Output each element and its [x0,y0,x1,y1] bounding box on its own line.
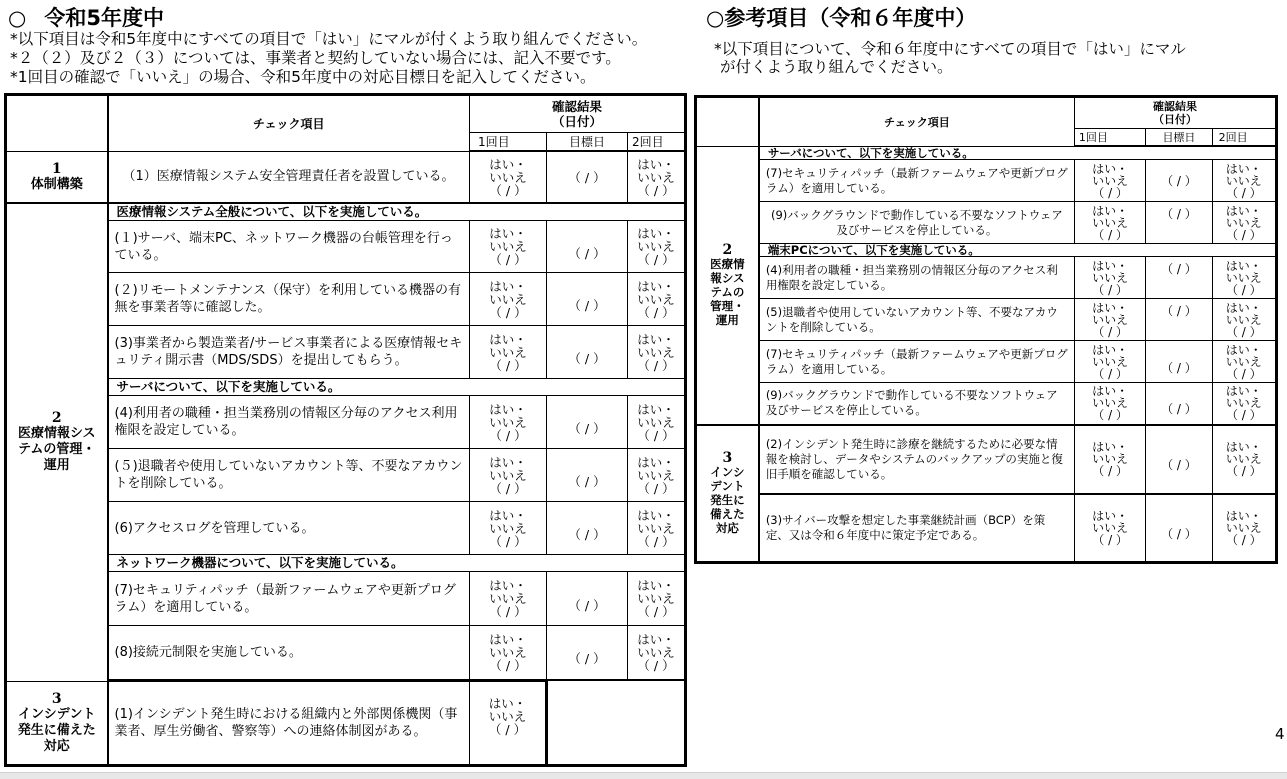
answer-first[interactable]: はい・ いいえ （ / ） [470,326,547,379]
page-number: 4 [1275,725,1285,743]
note: が付くよう取り組んでください。 [720,58,953,76]
answer-first[interactable]: はい・ いいえ （ / ） [470,396,547,449]
answer-target-date[interactable]: （ / ） [547,273,628,326]
answer-first[interactable]: はい・ いいえ （ / ） [1074,202,1145,244]
left-notes [10,30,647,87]
header-check-item: チェック項目 [759,97,1075,147]
answer-target-date[interactable]: （ / ） [547,449,628,502]
check-item: (5)退職者や使用していないアカウント等、不要なアカウントを削除している。 [759,299,1075,341]
check-item: (1)インシデント発生時における組織内と外部関係機関（事業者、厚生労働省、警察等）への連絡体制図がある。 [108,681,470,765]
answer-second[interactable]: はい・ いいえ （ / ） [1212,425,1276,494]
answer-target-date[interactable]: （ / ） [1146,341,1212,383]
header-col-second: 2回目 [1212,129,1276,147]
answer-target-date[interactable]: （ / ） [547,396,628,449]
check-item: (3)事業者から製造業者/サービス事業者による医療情報セキュリティ開示書（MDS/SDS）を提出してもらう。 [108,326,470,379]
answer-second[interactable]: はい・ いいえ （ / ） [628,221,686,273]
answer-second[interactable]: はい・ いいえ （ / ） [628,326,686,379]
answer-target-date[interactable]: （ / ） [1146,425,1212,494]
answer-second[interactable]: はい・ いいえ （ / ） [1212,383,1276,425]
header-col-first: 1回目 [470,133,547,152]
answer-first[interactable]: はい・ いいえ （ / ） [1074,257,1145,299]
category-2: 2 医療情 報シス テムの 管理・ 運用 [696,146,759,425]
check-item: (4)利用者の職種・担当業務別の情報区分毎のアクセス利用権限を設定している。 [108,396,470,449]
category-3: 3 インシデント 発生に備えた 対応 [6,681,108,765]
category-3: 3 インシ デント 発生に 備えた 対応 [696,425,759,563]
answer-target-date[interactable]: （ / ） [1146,299,1212,341]
checklist-table-r6-reference [694,95,1278,564]
answer-first[interactable]: はい・ いいえ （ / ） [1074,494,1145,563]
category-2: 2 医療情報シス テムの管理・ 運用 [6,203,108,681]
answer-first[interactable]: はい・ いいえ （ / ） [470,151,547,203]
answer-first[interactable]: はい・ いいえ （ / ） [470,502,547,555]
answer-second[interactable]: はい・ いいえ （ / ） [628,449,686,502]
header-col-target: 目標日 [547,133,628,152]
answer-first[interactable]: はい・ いいえ （ / ） [470,626,547,680]
header-result: 確認結果 （日付） [1074,97,1276,129]
check-item: (4)利用者の職種・担当業務別の情報区分毎のアクセス利用権限を設定している。 [759,257,1075,299]
right-section-title: ○参考項目（令和６年度中） [706,6,977,30]
answer-second[interactable]: はい・ いいえ （ / ） [628,572,686,626]
group-heading: サーバについて、以下を実施している。 [108,379,686,396]
header-col-first: 1回目 [1074,129,1145,147]
answer-second[interactable]: はい・ いいえ （ / ） [1212,160,1276,202]
check-item: (7)セキュリティパッチ（最新ファームウェアや更新プログラム）を適用している。 [108,572,470,626]
answer-second[interactable]: はい・ いいえ （ / ） [628,626,686,680]
answer-second[interactable]: はい・ いいえ （ / ） [628,396,686,449]
answer-target-date[interactable]: （ / ） [1146,160,1212,202]
answer-second[interactable]: はい・ いいえ （ / ） [1212,257,1276,299]
check-item: (9)バックグラウンドで動作している不要なソフトウェア及びサービスを停止している。 [759,202,1075,244]
answer-first[interactable]: はい・ いいえ （ / ） [1074,160,1145,202]
answer-first[interactable]: はい・ いいえ （ / ） [1074,299,1145,341]
answer-first[interactable]: はい・ いいえ （ / ） [470,681,547,765]
answer-second[interactable]: はい・ いいえ （ / ） [1212,202,1276,244]
answer-second[interactable]: はい・ いいえ （ / ） [1212,299,1276,341]
circle-mark: ○ [8,6,27,30]
answer-target-date[interactable]: （ / ） [547,151,628,203]
checklist-table-r5 [4,93,687,767]
answer-second[interactable]: はい・ いいえ （ / ） [628,151,686,203]
answer-target-date[interactable]: （ / ） [1146,257,1212,299]
left-section-title: ○ 令和5年度中 [8,6,164,30]
answer-first[interactable]: はい・ いいえ （ / ） [1074,341,1145,383]
check-item: (５)退職者や使用していないアカウント等、不要なアカウントを削除している。 [108,449,470,502]
answer-target-date[interactable]: （ / ） [547,326,628,379]
check-item: (２)リモートメンテナンス（保守）を利用している機器の有無を事業者等に確認した。 [108,273,470,326]
group-heading: 端末PCについて、以下を実施している。 [759,244,1277,257]
answer-target-date[interactable]: （ / ） [547,221,628,273]
answer-second[interactable]: はい・ いいえ （ / ） [628,273,686,326]
check-item: （1）医療情報システム安全管理責任者を設置している。 [108,151,470,203]
group-heading: ネットワーク機器について、以下を実施している。 [108,555,686,572]
answer-second[interactable]: はい・ いいえ （ / ） [1212,494,1276,563]
answer-target-date[interactable]: （ / ） [1146,494,1212,563]
header-result: 確認結果 （日付） [470,95,686,133]
group-heading: 医療情報システム全般について、以下を実施している。 [108,203,686,221]
check-item: (6)アクセスログを管理している。 [108,502,470,555]
category-1: 1 体制構築 [6,151,108,203]
answer-first[interactable]: はい・ いいえ （ / ） [470,273,547,326]
check-item: (3)サイバー攻撃を想定した事業継続計画（BCP）を策定、又は令和６年度中に策定予定である。 [759,494,1075,563]
answer-target-date[interactable]: （ / ） [1146,202,1212,244]
header-category-cell [696,97,759,147]
check-item: (7)セキュリティパッチ（最新ファームウェアや更新プログラム）を適用している。 [759,341,1075,383]
answer-second[interactable]: はい・ いいえ （ / ） [628,502,686,555]
note: *以下項目は令和5年度中にすべての項目で「はい」にマルが付くよう取り組んでください。 [10,30,648,48]
check-item: (9)バックグラウンドで動作している不要なソフトウェア及びサービスを停止している。 [759,383,1075,425]
empty-cell [547,681,686,765]
header-check-item: チェック項目 [108,95,470,152]
header-category-cell [6,95,108,152]
right-notes [714,40,1274,76]
note: *以下項目について、令和６年度中にすべての項目で「はい」にマル [714,40,1186,58]
answer-target-date[interactable]: （ / ） [547,502,628,555]
check-item: (2)インシデント発生時に診療を継続するために必要な情報を検討し、データやシステムのバックアップの実施と復旧手順を確認している。 [759,425,1075,494]
answer-first[interactable]: はい・ いいえ （ / ） [470,572,547,626]
answer-target-date[interactable]: （ / ） [1146,383,1212,425]
answer-first[interactable]: はい・ いいえ （ / ） [470,449,547,502]
group-heading: サーバについて、以下を実施している。 [759,146,1277,160]
answer-second[interactable]: はい・ いいえ （ / ） [1212,341,1276,383]
check-item: (7)セキュリティパッチ（最新ファームウェアや更新プログラム）を適用している。 [759,160,1075,202]
header-col-target: 目標日 [1146,129,1212,147]
note: *２（２）及び２（３）については、事業者と契約していない場合には、記入不要です。 [10,49,621,67]
check-item: (１)サーバ、端末PC、ネットワーク機器の台帳管理を行っている。 [108,221,470,273]
answer-first[interactable]: はい・ いいえ （ / ） [1074,425,1145,494]
header-col-second: 2回目 [628,133,686,152]
answer-first[interactable]: はい・ いいえ （ / ） [470,221,547,273]
answer-first[interactable]: はい・ いいえ （ / ） [1074,383,1145,425]
note: *1回目の確認で「いいえ」の場合、令和5年度中の対応目標日を記入してください。 [10,68,596,86]
answer-target-date[interactable]: （ / ） [547,626,628,680]
answer-target-date[interactable]: （ / ） [547,572,628,626]
check-item: (8)接続元制限を実施している。 [108,626,470,680]
